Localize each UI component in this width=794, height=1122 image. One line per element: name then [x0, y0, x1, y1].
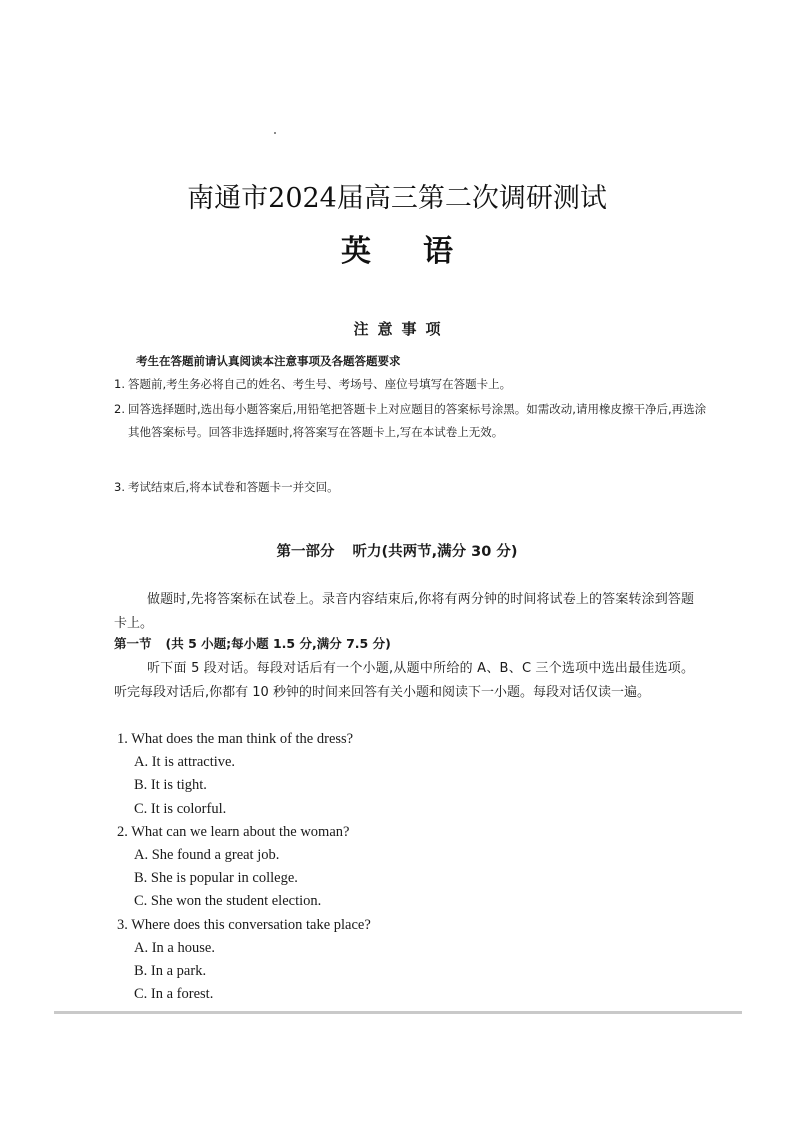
exam-title: 南通市2024届高三第二次调研测试 [187, 183, 607, 214]
question [117, 821, 371, 914]
section-label: 第一节 [114, 636, 152, 651]
option: B. She is popular in college. [134, 870, 298, 887]
option: A. It is attractive. [134, 754, 236, 771]
option: A. She found a great job. [134, 846, 280, 863]
option: C. She won the student election. [134, 893, 322, 910]
notice-heading: 注意事项 [353, 320, 450, 338]
section-info: (共 5 小题;每小题 1.5 分,满分 7.5 分) [165, 636, 391, 651]
subject-title: 英语 [341, 234, 505, 269]
part-title: 听力(共两节,满分 30 分) [352, 544, 518, 560]
notice-item [114, 373, 694, 396]
notice-item [114, 398, 708, 444]
section-instructions: 听下面 5 段对话。每段对话后有一个小题,从题中所给的 A、B、C 三个选项中选出最佳选项。听完每段对话后,你都有 10 秒钟的时间来回答有关小题和阅读下一小题。每段对话仅读一遍。 [114, 661, 694, 700]
page-bottom-rule [54, 1011, 742, 1014]
question-list [117, 728, 371, 1006]
part-heading [0, 540, 794, 561]
option: C. It is colorful. [134, 800, 227, 817]
question [117, 914, 371, 1007]
notice-item-number: 3. [114, 480, 125, 494]
notice-item-number: 2. [114, 402, 125, 416]
part-intro: 做题时,先将答案标在试卷上。录音内容结束后,你将有两分钟的时间将试卷上的答案转涂到答题卡上。 [114, 592, 694, 631]
question [117, 728, 371, 821]
notice-item-text: 答题前,考生务必将自己的姓名、考生号、考场号、座位号填写在答题卡上。 [128, 377, 512, 391]
option: C. In a forest. [134, 986, 214, 1003]
part-label: 第一部分 [276, 544, 335, 560]
notice-item [114, 476, 694, 499]
notice-subheading: 考生在答题前请认真阅读本注意事项及各题答题要求 [136, 354, 401, 368]
option: B. It is tight. [134, 777, 207, 794]
option: A. In a house. [134, 939, 215, 956]
question-text: 3. Where does this conversation take place? [117, 916, 371, 933]
option: B. In a park. [134, 962, 207, 979]
notice-item-text: 回答选择题时,选出每小题答案后,用铅笔把答题卡上对应题目的答案标号涂黑。如需改动,请用橡皮擦干净后,再选涂其他答案标号。回答非选择题时,将答案写在答题卡上,写在本试卷上无效。 [128, 402, 707, 439]
question-text: 1. What does the man think of the dress? [117, 731, 354, 747]
section-heading [114, 634, 391, 652]
scan-speck [274, 132, 276, 134]
notice-item-number: 1. [114, 377, 125, 391]
question-text: 2. What can we learn about the woman? [117, 823, 350, 840]
notice-item-text: 考试结束后,将本试卷和答题卡一并交回。 [128, 480, 339, 494]
